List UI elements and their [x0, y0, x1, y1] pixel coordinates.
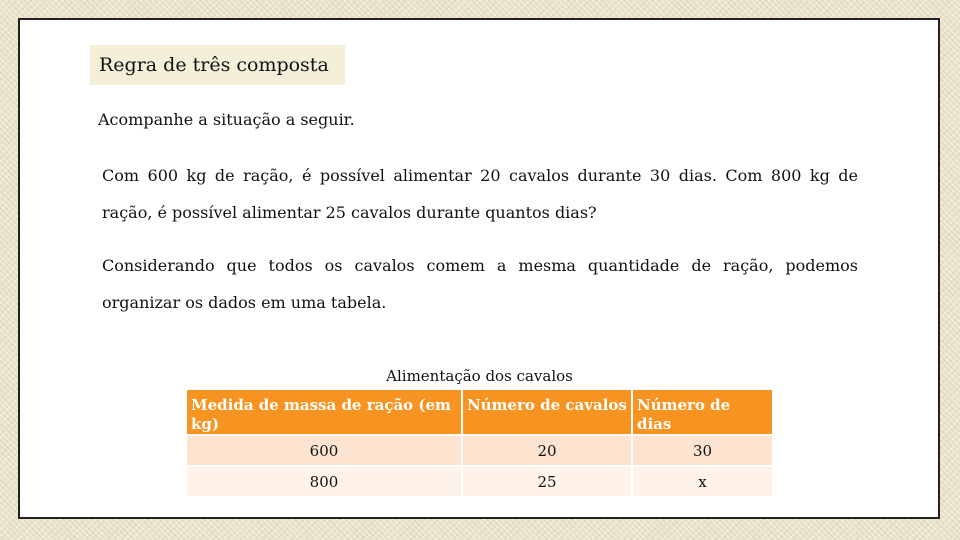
cell-days: 30 [632, 435, 772, 466]
cell-horses: 20 [462, 435, 632, 466]
cell-mass: 600 [187, 435, 462, 466]
table-row [187, 466, 772, 496]
intro-text: Acompanhe a situação a seguir. [98, 110, 355, 129]
problem-paragraph: Com 600 kg de ração, é possível alimentar 20 cavalos durante 30 dias. Com 800 kg de ração, é possível alimentar 25 cavalos durante quantos dias? [102, 166, 858, 222]
slide-title: Regra de três composta [90, 45, 345, 85]
header-mass: Medida de massa de ração (em kg) [187, 390, 462, 435]
explanation-paragraph: Considerando que todos os cavalos comem a mesma quantidade de ração, podemos organizar os dados em uma tabela. [102, 256, 858, 312]
cell-mass: 800 [187, 466, 462, 496]
cell-days: x [632, 466, 772, 496]
header-days: Número de dias [632, 390, 772, 435]
slide-panel [18, 18, 940, 519]
table-row [187, 435, 772, 466]
data-table [187, 390, 772, 496]
table-caption: Alimentação dos cavalos [386, 367, 573, 385]
header-horses: Número de cavalos [462, 390, 632, 435]
table-header-row [187, 390, 772, 435]
cell-horses: 25 [462, 466, 632, 496]
